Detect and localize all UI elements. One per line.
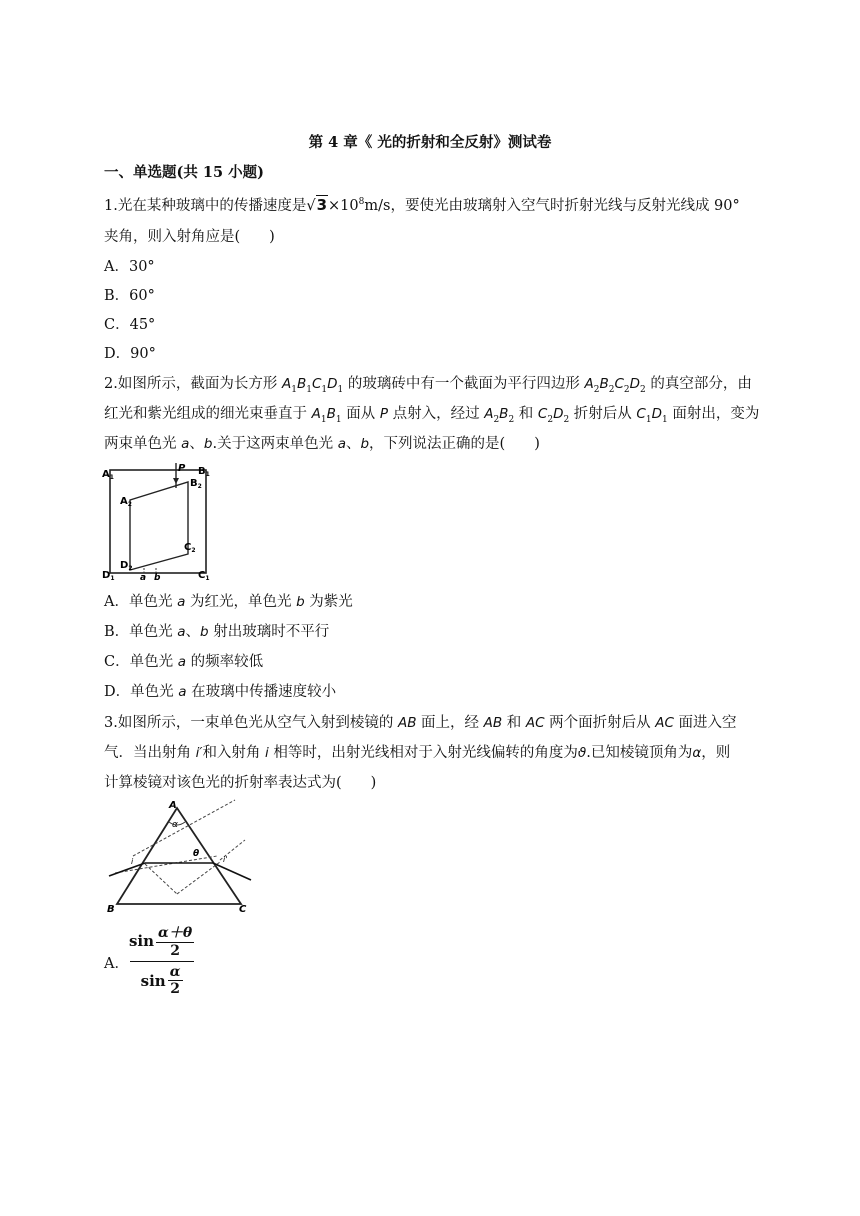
q3-prism-figure	[105, 798, 255, 916]
q2-var-a: a	[337, 436, 346, 452]
formula-denominator	[141, 964, 183, 997]
q1-stem-line2: 夹角，则入射角应是( )	[104, 229, 275, 245]
q3-var-theta: ϑ	[577, 745, 587, 761]
q2-opt-text: 在玻璃中传播速度较小	[186, 684, 337, 700]
q3-text: 和	[502, 715, 526, 731]
label-theta: θ	[193, 849, 200, 859]
q2-opt-text: 、	[185, 624, 201, 640]
q2-opt-text: C．单色光	[104, 654, 178, 670]
q3-text: 和入射角	[202, 745, 266, 761]
extension-line	[133, 800, 235, 856]
q2-option-b	[104, 622, 329, 642]
sqrt-radicand: 3	[316, 195, 328, 214]
label-c1: $C_1$	[198, 570, 210, 582]
q3-var-ac: AC	[525, 715, 545, 731]
label-d2: $D_2$	[120, 560, 133, 572]
q3-var-i: i	[265, 745, 269, 761]
q2-opt-text: B．单色光	[104, 624, 178, 640]
label-b: B	[107, 904, 115, 915]
q2-var-a: a	[177, 624, 186, 640]
q2-var: C	[636, 406, 646, 422]
formula-numerator	[129, 922, 194, 959]
q2-sub: 2	[547, 414, 554, 425]
q2-text: .关于这两束单色光	[212, 436, 338, 452]
q1-option-d: D．90°	[104, 346, 156, 362]
beam-arrow	[173, 478, 179, 484]
label-ip: i'	[223, 855, 228, 864]
parallelogram	[130, 482, 188, 570]
q2-text: 和	[514, 406, 538, 422]
section-heading: 一、单选题(共 15 小题)	[104, 164, 264, 181]
q2-figure	[100, 462, 220, 582]
label-c2: $C_2$	[184, 542, 196, 554]
q3-var-ab: AB	[397, 715, 417, 731]
normal-dash-2	[177, 862, 220, 894]
q2-var-a: a	[177, 654, 186, 670]
q2-opt-text: 为紫光	[304, 594, 353, 610]
q2-var: D	[651, 406, 662, 422]
q3-stem-line3: 计算棱镜对该色光的折射率表达式为( )	[104, 775, 377, 791]
q1-option-b: B．60°	[104, 288, 155, 304]
q2-opt-text: D．单色光	[104, 684, 179, 700]
q2-text: 、	[189, 436, 204, 452]
q2-var-b: b	[203, 436, 213, 452]
main-fraction-bar	[130, 961, 194, 962]
q2-sub: 1	[320, 414, 327, 425]
page-title: 第 4 章《 光的折射和全反射》测试卷	[308, 134, 552, 151]
q3-var-ip: i′	[195, 745, 203, 761]
label-b2: $B_2$	[190, 478, 202, 490]
formula-fraction	[129, 922, 194, 997]
denominator-top: α	[169, 964, 181, 980]
label-a2: $A_2$	[120, 496, 132, 508]
sin-text: sin	[140, 971, 166, 990]
q2-var: D	[327, 376, 338, 392]
q1-option-c: C．45°	[104, 317, 156, 333]
q2-sub: 1	[335, 414, 342, 425]
numerator-bottom: 2	[170, 943, 180, 959]
q2-sub: 1	[306, 384, 312, 395]
q2-sub: 2	[563, 414, 570, 425]
q2-sub: 1	[645, 414, 652, 425]
q2-text: 红光和紫光组成的细光束垂直于	[104, 406, 312, 422]
q2-var: B	[296, 376, 307, 392]
q2-var: D	[629, 376, 641, 392]
q1-option-a: A．30°	[104, 259, 155, 275]
label-alpha: α	[172, 820, 178, 830]
q3-text: 3.如图所示，一束单色光从空气入射到棱镜的	[104, 715, 398, 731]
q2-text: 2.如图所示，截面为长方形	[104, 376, 282, 392]
q2-var-p: P	[379, 406, 388, 422]
q2-sub: 2	[508, 414, 515, 425]
normal-dash-1	[145, 864, 177, 894]
q3-text: 两个面折射后从	[544, 715, 656, 731]
q2-sub: 1	[321, 384, 328, 395]
q3-var-ac: AC	[655, 715, 674, 731]
q2-text: 折射后从	[569, 406, 637, 422]
q2-var: A	[484, 406, 494, 422]
q2-sub: 2	[493, 414, 500, 425]
q2-var: D	[553, 406, 564, 422]
q2-sub: 2	[608, 384, 615, 395]
q1-stem-line1	[104, 192, 740, 216]
q2-opt-text: A．单色光	[104, 594, 178, 610]
q3-text: 面进入空	[673, 715, 737, 731]
q2-var-b: b	[296, 594, 305, 610]
q3-var-ab: AB	[483, 715, 503, 731]
q2-text: ，下列说法正确的是( )	[369, 436, 540, 452]
q2-text: 点射入，经过	[387, 406, 485, 422]
q2-text: 的玻璃砖中有一个截面为平行四边形	[343, 376, 585, 392]
q2-var: A	[584, 376, 594, 392]
q3-text: ，则	[701, 745, 731, 761]
label-i: i	[131, 857, 134, 866]
q2-sub: 2	[623, 384, 630, 395]
q2-stem-line1	[104, 374, 752, 400]
q2-text: 、	[345, 436, 361, 452]
q3-text: 相等时，出射光线相对于入射光线偏转的角度为	[268, 745, 578, 761]
label-a: a	[140, 573, 147, 582]
q1-times: ×10	[328, 197, 359, 214]
q2-var: B	[326, 406, 336, 422]
q3-stem-line1	[104, 713, 737, 733]
numerator-top: α＋θ	[156, 922, 194, 943]
label-d1: $D_1$	[102, 570, 115, 582]
denominator-fraction	[168, 964, 183, 997]
q2-sub: 1	[291, 384, 297, 395]
q2-var: C	[537, 406, 548, 422]
q1-exponent: 8	[358, 197, 365, 207]
label-a1: $A_1$	[102, 469, 114, 481]
q1-stem-tail: m/s，要使光由玻璃射入空气时折射光线与反射光线成 90°	[364, 197, 740, 214]
q2-option-d	[104, 682, 336, 702]
numerator-fraction	[156, 922, 194, 959]
q3-text: 面上，经	[416, 715, 484, 731]
q2-option-a	[104, 592, 353, 612]
label-b: b	[154, 573, 161, 582]
q2-text: 面从	[341, 406, 380, 422]
q2-opt-text: 射出玻璃时不平行	[208, 624, 330, 640]
q2-sub: 1	[337, 384, 344, 395]
q2-var-b: b	[360, 436, 370, 452]
q2-text: 的真空部分，由	[645, 376, 752, 392]
q2-var: A	[281, 376, 292, 392]
q2-var: C	[311, 376, 322, 392]
q2-var: B	[599, 376, 609, 392]
q2-stem-line3	[104, 434, 540, 454]
sin-text: sin	[128, 931, 155, 950]
label-a: A	[169, 800, 177, 811]
q2-option-c	[104, 652, 263, 672]
q2-opt-text: 的频率较低	[186, 654, 264, 670]
q1-stem-text: 1.光在某种玻璃中的传播速度是	[104, 197, 307, 214]
q2-stem-line2	[104, 404, 759, 430]
q3-option-a	[104, 922, 194, 997]
q2-opt-text: 为红光，单色光	[185, 594, 297, 610]
q2-sub: 1	[662, 414, 668, 425]
q3-text: 气．当出射角	[104, 745, 196, 761]
q2-text: 面射出，变为	[667, 406, 760, 422]
label-c: C	[239, 904, 247, 915]
q3-stem-line2	[104, 743, 730, 763]
q2-var: B	[499, 406, 509, 422]
q2-var-a: a	[178, 684, 187, 700]
q2-var: A	[311, 406, 321, 422]
q2-sub: 2	[593, 384, 600, 395]
sqrt-symbol: √3	[306, 195, 328, 214]
label-b1: $B_1$	[198, 466, 210, 478]
q2-text: 两束单色光	[104, 436, 182, 452]
q2-var-a: a	[181, 436, 190, 452]
q2-sub: 2	[640, 384, 646, 395]
q3-text: .已知棱镜顶角为	[586, 745, 693, 761]
q3-option-label: A．	[104, 956, 129, 972]
q3-var-alpha: α	[692, 745, 702, 761]
label-p: P	[178, 463, 186, 474]
q2-var-b: b	[200, 624, 209, 640]
q2-var: C	[614, 376, 624, 392]
q2-var-a: a	[177, 594, 186, 610]
denominator-bottom: 2	[170, 981, 180, 997]
